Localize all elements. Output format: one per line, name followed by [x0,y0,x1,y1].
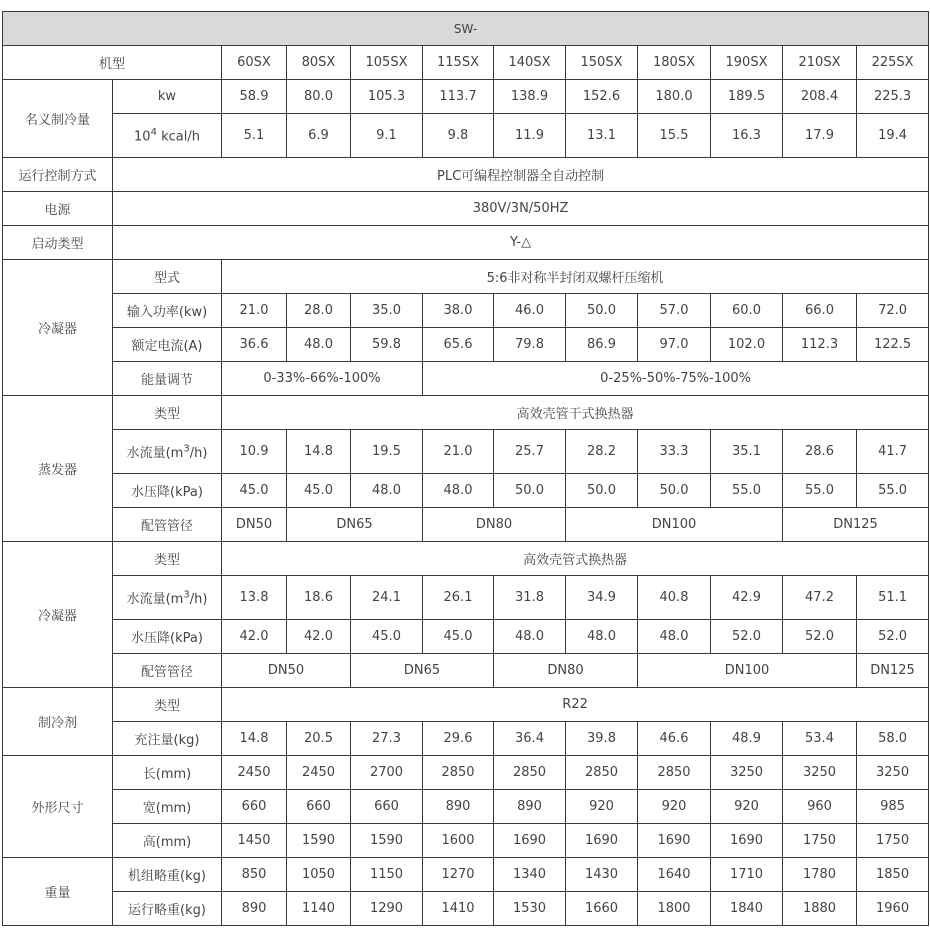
weight-run-cell: 1840 [711,892,783,926]
evaporator-flow-label [113,430,222,474]
weight-unit-cell: 1710 [711,858,783,892]
condenser-pipe-cell: DN125 [857,654,929,688]
dimension-height-label: 高(mm) [113,824,222,858]
evaporator-flow-cell: 41.7 [857,430,929,474]
spec-table [2,11,929,926]
condenser-drop-cell: 48.0 [494,620,566,654]
capacity-kcal-cell: 9.1 [351,114,423,158]
refrigerant-type-row [3,688,929,722]
compressor-input-row [3,294,929,328]
start-row [3,226,929,260]
capacity-kw-cell: 58.9 [222,80,287,114]
refrigerant-charge-cell: 29.6 [423,722,494,756]
compressor-input-cell: 46.0 [494,294,566,328]
dimension-width-cell: 920 [711,790,783,824]
dimension-height-row [3,824,929,858]
evaporator-pipe-label: 配管管径 [113,508,222,542]
model-cell: 150SX [566,46,638,80]
dimension-height-cell: 1600 [423,824,494,858]
refrigerant-type-label: 类型 [113,688,222,722]
dimension-length-cell: 3250 [857,756,929,790]
condenser-flow-cell: 34.9 [566,576,638,620]
capacity-kcal-cell: 9.8 [423,114,494,158]
compressor-current-cell: 36.6 [222,328,287,362]
weight-run-cell: 1140 [287,892,351,926]
capacity-kw-cell: 180.0 [638,80,711,114]
kcal-unit: kcal/h [156,129,200,145]
evaporator-drop-cell: 50.0 [638,474,711,508]
compressor-group-label: 冷凝器 [3,260,113,396]
compressor-type-row [3,260,929,294]
condenser-drop-cell: 45.0 [423,620,494,654]
start-value: Y-△ [113,226,929,260]
condenser-drop-cell: 48.0 [638,620,711,654]
refrigerant-charge-cell: 27.3 [351,722,423,756]
evaporator-pipe-row [3,508,929,542]
evaporator-flow-cell: 21.0 [423,430,494,474]
weight-run-label: 运行略重(kg) [113,892,222,926]
compressor-input-cell: 57.0 [638,294,711,328]
dimension-width-cell: 890 [423,790,494,824]
condenser-flow-cell: 51.1 [857,576,929,620]
condenser-type-label: 类型 [113,542,222,576]
weight-run-cell: 1410 [423,892,494,926]
condenser-drop-cell: 52.0 [711,620,783,654]
weight-unit-cell: 1050 [287,858,351,892]
evaporator-type-label: 类型 [113,396,222,430]
condenser-drop-cell: 42.0 [222,620,287,654]
weight-unit-cell: 1850 [857,858,929,892]
power-row [3,192,929,226]
capacity-kcal-cell: 15.5 [638,114,711,158]
refrigerant-charge-cell: 48.9 [711,722,783,756]
model-cell: 225SX [857,46,929,80]
dimension-length-row [3,756,929,790]
condenser-pipe-cell: DN100 [638,654,857,688]
weight-unit-cell: 1270 [423,858,494,892]
refrigerant-charge-cell: 58.0 [857,722,929,756]
refrigerant-charge-cell: 14.8 [222,722,287,756]
compressor-input-cell: 35.0 [351,294,423,328]
capacity-kw-cell: 189.5 [711,80,783,114]
model-cell: 80SX [287,46,351,80]
condenser-flow-cell: 31.8 [494,576,566,620]
compressor-input-cell: 66.0 [783,294,857,328]
evaporator-drop-cell: 55.0 [711,474,783,508]
capacity-kw-cell: 225.3 [857,80,929,114]
compressor-energy-b: 0-25%-50%-75%-100% [423,362,929,396]
evaporator-flow-cell: 28.2 [566,430,638,474]
weight-run-cell: 1960 [857,892,929,926]
compressor-energy-row [3,362,929,396]
compressor-current-cell: 48.0 [287,328,351,362]
capacity-kw-cell: 138.9 [494,80,566,114]
dimension-height-cell: 1690 [638,824,711,858]
weight-run-cell: 890 [222,892,287,926]
evaporator-drop-cell: 50.0 [566,474,638,508]
model-label: 机型 [3,46,222,80]
evaporator-flow-cell: 10.9 [222,430,287,474]
capacity-kcal-cell: 17.9 [783,114,857,158]
condenser-pipe-label: 配管管径 [113,654,222,688]
capacity-kw-cell: 105.3 [351,80,423,114]
evaporator-drop-cell: 48.0 [423,474,494,508]
capacity-kw-cell: 113.7 [423,80,494,114]
dimension-length-label: 长(mm) [113,756,222,790]
model-cell: 140SX [494,46,566,80]
evaporator-group-label: 蒸发器 [3,396,113,542]
compressor-current-cell: 65.6 [423,328,494,362]
dimension-length-cell: 3250 [711,756,783,790]
weight-unit-cell: 850 [222,858,287,892]
condenser-drop-cell: 48.0 [566,620,638,654]
condenser-pipe-cell: DN80 [494,654,638,688]
weight-unit-label: 机组略重(kg) [113,858,222,892]
compressor-input-cell: 50.0 [566,294,638,328]
evaporator-drop-row [3,474,929,508]
condenser-drop-cell: 52.0 [857,620,929,654]
evaporator-pipe-cell: DN100 [566,508,783,542]
dimension-width-cell: 920 [638,790,711,824]
capacity-kcal-cell: 5.1 [222,114,287,158]
condenser-type-value: 高效壳管式换热器 [222,542,929,576]
compressor-current-cell: 97.0 [638,328,711,362]
compressor-current-label: 额定电流(A) [113,328,222,362]
dimension-length-cell: 2450 [222,756,287,790]
weight-group-label: 重量 [3,858,113,926]
evaporator-pipe-cell: DN80 [423,508,566,542]
dimensions-group-label: 外形尺寸 [3,756,113,858]
compressor-input-cell: 72.0 [857,294,929,328]
weight-run-row [3,892,929,926]
dimension-height-cell: 1750 [857,824,929,858]
dimension-height-cell: 1450 [222,824,287,858]
control-row [3,158,929,192]
evaporator-drop-cell: 45.0 [287,474,351,508]
compressor-energy-label: 能量调节 [113,362,222,396]
evaporator-flow-cell: 25.7 [494,430,566,474]
flow-label-b: /h) [189,446,208,461]
dimension-height-cell: 1690 [494,824,566,858]
evaporator-drop-cell: 50.0 [494,474,566,508]
weight-run-cell: 1290 [351,892,423,926]
evaporator-drop-cell: 55.0 [783,474,857,508]
flow-label-b: /h) [189,592,208,607]
compressor-input-cell: 21.0 [222,294,287,328]
compressor-input-label: 输入功率(kw) [113,294,222,328]
refrigerant-charge-label: 充注量(kg) [113,722,222,756]
capacity-kcal-cell: 13.1 [566,114,638,158]
condenser-flow-cell: 26.1 [423,576,494,620]
control-value: PLC可编程控制器全自动控制 [113,158,929,192]
flow-label-a: 水流量(m [126,592,184,607]
compressor-current-cell: 79.8 [494,328,566,362]
evaporator-drop-cell: 55.0 [857,474,929,508]
capacity-kcal-row [3,114,929,158]
refrigerant-charge-cell: 39.8 [566,722,638,756]
dimension-length-cell: 2850 [638,756,711,790]
evaporator-pipe-cell: DN65 [287,508,423,542]
capacity-kcal-cell: 16.3 [711,114,783,158]
compressor-input-cell: 38.0 [423,294,494,328]
capacity-kw-label: kw [113,80,222,114]
evaporator-flow-cell: 28.6 [783,430,857,474]
dimension-length-cell: 3250 [783,756,857,790]
dimension-length-cell: 2450 [287,756,351,790]
dimension-height-cell: 1690 [711,824,783,858]
condenser-type-row [3,542,929,576]
compressor-current-row [3,328,929,362]
evaporator-flow-row [3,430,929,474]
model-cell: 60SX [222,46,287,80]
model-cell: 180SX [638,46,711,80]
refrigerant-charge-cell: 53.4 [783,722,857,756]
start-label: 启动类型 [3,226,113,260]
weight-unit-cell: 1640 [638,858,711,892]
dimension-width-label: 宽(mm) [113,790,222,824]
kcal-exponent: 4 [150,126,157,138]
title-row [3,12,929,46]
capacity-kw-row [3,80,929,114]
capacity-group-label: 名义制冷量 [3,80,113,158]
model-cell: 115SX [423,46,494,80]
control-label: 运行控制方式 [3,158,113,192]
evaporator-type-row [3,396,929,430]
compressor-current-cell: 112.3 [783,328,857,362]
compressor-current-cell: 102.0 [711,328,783,362]
refrigerant-group-label: 制冷剂 [3,688,113,756]
flow-label-exp: 3 [183,589,190,601]
compressor-energy-a: 0-33%-66%-100% [222,362,423,396]
kcal-base: 10 [134,129,151,145]
compressor-current-cell: 122.5 [857,328,929,362]
weight-run-cell: 1660 [566,892,638,926]
model-cell: 105SX [351,46,423,80]
weight-unit-row [3,858,929,892]
weight-run-cell: 1530 [494,892,566,926]
model-row [3,46,929,80]
condenser-flow-row [3,576,929,620]
evaporator-drop-cell: 45.0 [222,474,287,508]
condenser-drop-cell: 45.0 [351,620,423,654]
table-title: SW- [3,12,929,46]
dimension-width-cell: 960 [783,790,857,824]
weight-unit-cell: 1340 [494,858,566,892]
condenser-pipe-cell: DN65 [351,654,494,688]
weight-run-cell: 1800 [638,892,711,926]
dimension-length-cell: 2850 [494,756,566,790]
evaporator-flow-cell: 19.5 [351,430,423,474]
evaporator-drop-label: 水压降(kPa) [113,474,222,508]
evaporator-flow-cell: 14.8 [287,430,351,474]
evaporator-pipe-cell: DN50 [222,508,287,542]
capacity-kw-cell: 152.6 [566,80,638,114]
condenser-group-label: 冷凝器 [3,542,113,688]
capacity-kcal-cell: 6.9 [287,114,351,158]
condenser-flow-label [113,576,222,620]
dimension-height-cell: 1690 [566,824,638,858]
dimension-width-cell: 890 [494,790,566,824]
capacity-kw-cell: 80.0 [287,80,351,114]
model-cell: 190SX [711,46,783,80]
condenser-drop-row [3,620,929,654]
dimension-width-cell: 660 [287,790,351,824]
dimension-width-cell: 920 [566,790,638,824]
power-value: 380V/3N/50HZ [113,192,929,226]
condenser-flow-cell: 24.1 [351,576,423,620]
compressor-current-cell: 86.9 [566,328,638,362]
condenser-flow-cell: 47.2 [783,576,857,620]
refrigerant-charge-cell: 20.5 [287,722,351,756]
dimension-height-cell: 1590 [351,824,423,858]
dimension-length-cell: 2700 [351,756,423,790]
evaporator-pipe-cell: DN125 [783,508,929,542]
weight-unit-cell: 1780 [783,858,857,892]
compressor-type-label: 型式 [113,260,222,294]
power-label: 电源 [3,192,113,226]
evaporator-type-value: 高效壳管干式换热器 [222,396,929,430]
dimension-width-cell: 985 [857,790,929,824]
dimension-height-cell: 1750 [783,824,857,858]
compressor-type-value: 5:6非对称半封闭双螺杆压缩机 [222,260,929,294]
dimension-width-row [3,790,929,824]
condenser-drop-cell: 42.0 [287,620,351,654]
condenser-drop-label: 水压降(kPa) [113,620,222,654]
condenser-pipe-row [3,654,929,688]
capacity-kw-cell: 208.4 [783,80,857,114]
condenser-flow-cell: 42.9 [711,576,783,620]
condenser-flow-cell: 13.8 [222,576,287,620]
refrigerant-charge-cell: 46.6 [638,722,711,756]
weight-run-cell: 1880 [783,892,857,926]
condenser-flow-cell: 40.8 [638,576,711,620]
flow-label-a: 水流量(m [126,446,184,461]
dimension-width-cell: 660 [351,790,423,824]
weight-unit-cell: 1430 [566,858,638,892]
model-cell: 210SX [783,46,857,80]
refrigerant-charge-cell: 36.4 [494,722,566,756]
dimension-height-cell: 1590 [287,824,351,858]
compressor-current-cell: 59.8 [351,328,423,362]
compressor-input-cell: 28.0 [287,294,351,328]
capacity-kcal-cell: 11.9 [494,114,566,158]
capacity-kcal-label [113,114,222,158]
dimension-length-cell: 2850 [566,756,638,790]
evaporator-drop-cell: 48.0 [351,474,423,508]
refrigerant-type-value: R22 [222,688,929,722]
condenser-drop-cell: 52.0 [783,620,857,654]
evaporator-flow-cell: 33.3 [638,430,711,474]
flow-label-exp: 3 [183,443,190,455]
evaporator-flow-cell: 35.1 [711,430,783,474]
condenser-pipe-cell: DN50 [222,654,351,688]
capacity-kcal-cell: 19.4 [857,114,929,158]
refrigerant-charge-row [3,722,929,756]
condenser-flow-cell: 18.6 [287,576,351,620]
weight-unit-cell: 1150 [351,858,423,892]
dimension-width-cell: 660 [222,790,287,824]
compressor-input-cell: 60.0 [711,294,783,328]
dimension-length-cell: 2850 [423,756,494,790]
